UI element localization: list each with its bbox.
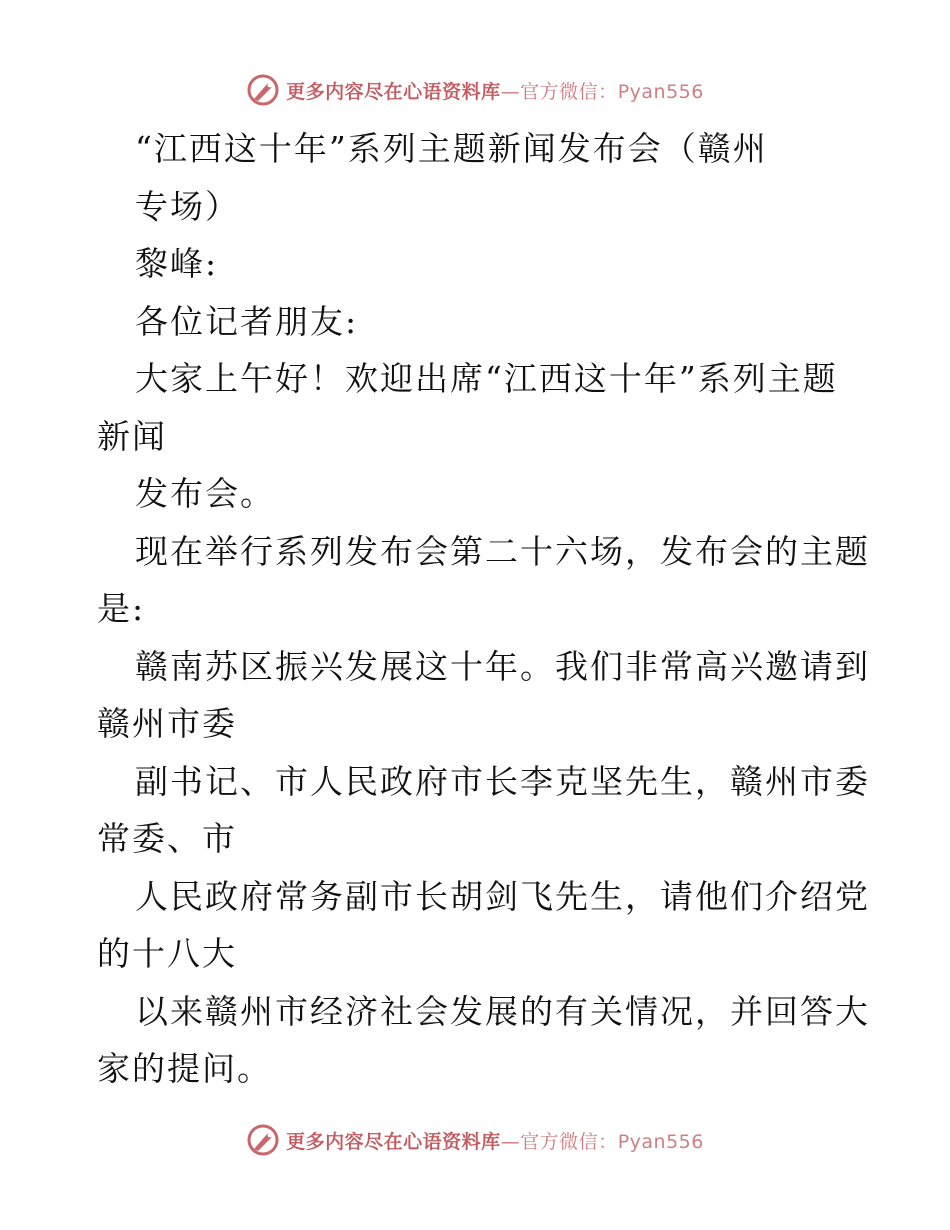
text-line: 赣南苏区振兴发展这十年。我们非常高兴邀请到	[135, 646, 870, 686]
text-line: 赣州市委	[97, 704, 237, 743]
text-line: 发布会。	[135, 474, 275, 513]
pen-logo-icon	[246, 1123, 280, 1157]
text-line: 常委、市	[97, 819, 237, 858]
text-line: 现在举行系列发布会第二十六场，发布会的主题	[135, 531, 870, 571]
header-watermark	[0, 70, 950, 110]
text-line: 大家上午好！欢迎出席“江西这十年”系列主题	[135, 359, 838, 398]
text-line: 是:	[97, 589, 146, 628]
text-line: “江西这十年”系列主题新闻发布会（赣州	[135, 129, 768, 168]
watermark-text: 更多内容尽在心语资料库—官方微信：Pyan556	[286, 80, 704, 103]
text-line: 各位记者朋友:	[135, 301, 359, 341]
pen-logo-icon	[246, 73, 280, 107]
text-line: 新闻	[97, 416, 167, 456]
text-line: 以来赣州市经济社会发展的有关情况，并回答大	[135, 991, 870, 1031]
document-body	[97, 120, 870, 1098]
watermark-text: 更多内容尽在心语资料库—官方微信：Pyan556	[286, 1130, 704, 1153]
text-line: 黎峰:	[135, 244, 219, 283]
text-line: 的十八大	[97, 934, 237, 973]
text-line: 专场）	[135, 186, 240, 226]
text-line: 家的提问。	[97, 1049, 272, 1088]
footer-watermark	[0, 1120, 950, 1160]
text-line: 人民政府常务副市长胡剑飞先生，请他们介绍党	[135, 876, 870, 916]
text-line: 副书记、市人民政府市长李克坚先生，赣州市委	[135, 761, 870, 801]
